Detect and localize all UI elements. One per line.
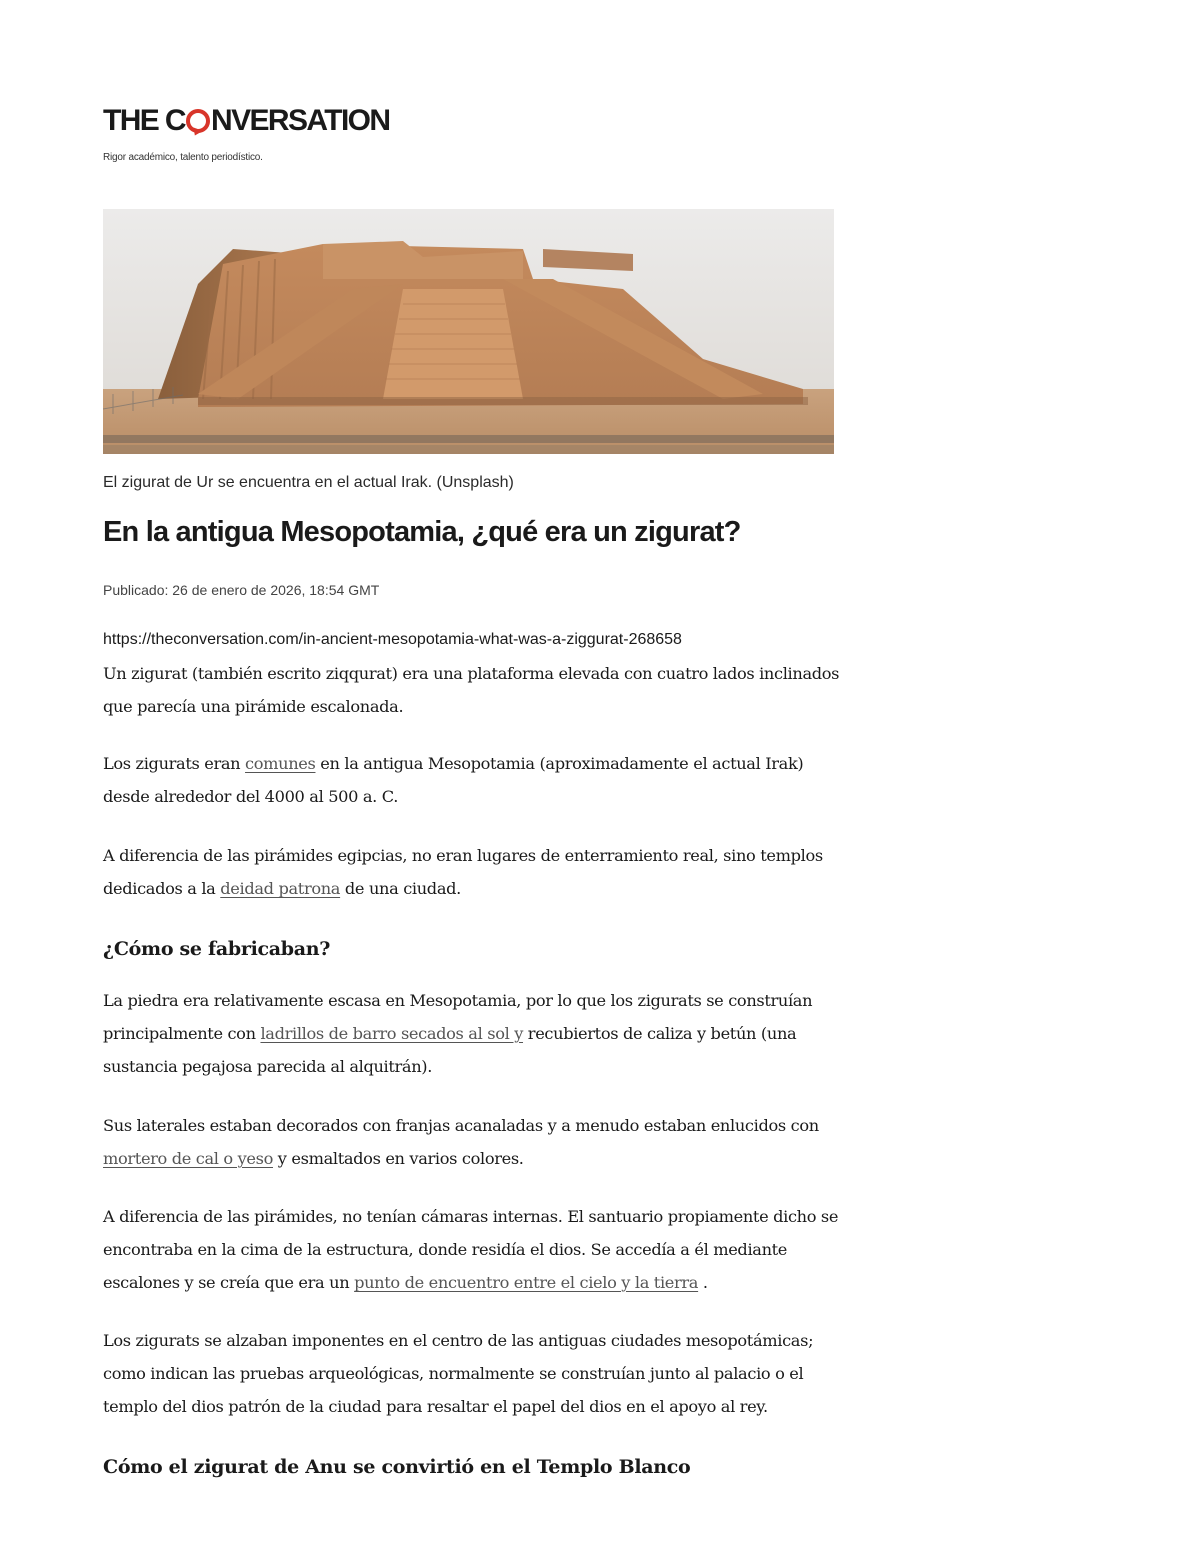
- paragraph-text: recubiertos de caliza y betún (una: [523, 1024, 797, 1043]
- paragraph-text: escalones y se creía que era un: [103, 1273, 355, 1292]
- paragraph-text: Los zigurats eran: [103, 754, 246, 773]
- paragraph-7: [103, 1324, 933, 1423]
- paragraph-text: de una ciudad.: [340, 879, 461, 898]
- paragraph-line: La piedra era relativamente escasa en Mesopotamia, por lo que los zigurats se construían: [103, 991, 813, 1010]
- link-punto-encuentro[interactable]: punto de encuentro entre el cielo y la tierra: [354, 1273, 699, 1292]
- logo-text-end: NVERSATION: [211, 104, 390, 137]
- paragraph-3: [103, 839, 933, 905]
- paragraph-1: [103, 657, 933, 723]
- paragraph-6: [103, 1200, 933, 1299]
- section-heading-fabricacion: ¿Cómo se fabricaban?: [103, 938, 331, 960]
- paragraph-text: y esmaltados en varios colores.: [273, 1149, 524, 1168]
- paragraph-line: como indican las pruebas arqueológicas, normalmente se construían junto al palacio o el: [103, 1364, 804, 1383]
- paragraph-line: Un zigurat (también escrito ziqqurat) era una plataforma elevada con cuatro lados inclinados: [103, 664, 840, 683]
- link-deidad-patrona[interactable]: deidad patrona: [220, 879, 341, 898]
- paragraph-line: sustancia pegajosa parecida al alquitrán).: [103, 1057, 433, 1076]
- paragraph-5: [103, 1109, 933, 1175]
- paragraph-line: encontraba en la cima de la estructura, donde residía el dios. Se accedía a él mediante: [103, 1240, 788, 1259]
- paragraph-line: Sus laterales estaban decorados con franjas acanaladas y a menudo estaban enlucidos con: [103, 1116, 819, 1135]
- site-tagline: Rigor académico, talento periodístico.: [103, 152, 263, 163]
- published-date: Publicado: 26 de enero de 2026, 18:54 GMT: [103, 582, 380, 598]
- speech-bubble-icon: [186, 109, 210, 133]
- hero-caption: El zigurat de Ur se encuentra en el actual Irak. (Unsplash): [103, 474, 514, 491]
- article-title: En la antigua Mesopotamia, ¿qué era un zigurat?: [103, 516, 741, 548]
- paragraph-line: desde alrededor del 4000 al 500 a. C.: [103, 787, 398, 806]
- paragraph-text: principalmente con: [103, 1024, 261, 1043]
- paragraph-2: [103, 747, 933, 813]
- paragraph-line: A diferencia de las pirámides, no tenían cámaras internas. El santuario propiamente dicho se: [103, 1207, 839, 1226]
- paragraph-line: templo del dios patrón de la ciudad para resaltar el papel del dios en el apoyo al rey.: [103, 1397, 768, 1416]
- hero-image: [103, 209, 834, 454]
- site-logo[interactable]: [103, 103, 389, 139]
- paragraph-text: en la antigua Mesopotamia (aproximadamente el actual Irak): [315, 754, 804, 773]
- paragraph-text: .: [698, 1273, 708, 1292]
- paragraph-line: A diferencia de las pirámides egipcias, no eran lugares de enterramiento real, sino templos: [103, 846, 823, 865]
- section-heading-templo-blanco: Cómo el zigurat de Anu se convirtió en el Templo Blanco: [103, 1456, 691, 1478]
- paragraph-4: [103, 984, 933, 1083]
- link-mortero-cal-yeso[interactable]: mortero de cal o yeso: [103, 1149, 273, 1168]
- link-ladrillos-barro[interactable]: ladrillos de barro secados al sol y: [260, 1024, 524, 1043]
- logo-text-start: THE C: [103, 104, 186, 137]
- ziggurat-photo: [103, 209, 834, 454]
- paragraph-line: Los zigurats se alzaban imponentes en el centro de las antiguas ciudades mesopotámicas;: [103, 1331, 814, 1350]
- paragraph-line: que parecía una pirámide escalonada.: [103, 697, 404, 716]
- paragraph-text: dedicados a la: [103, 879, 221, 898]
- source-url: https://theconversation.com/in-ancient-mesopotamia-what-was-a-ziggurat-268658: [103, 631, 682, 648]
- link-comunes[interactable]: comunes: [245, 754, 316, 773]
